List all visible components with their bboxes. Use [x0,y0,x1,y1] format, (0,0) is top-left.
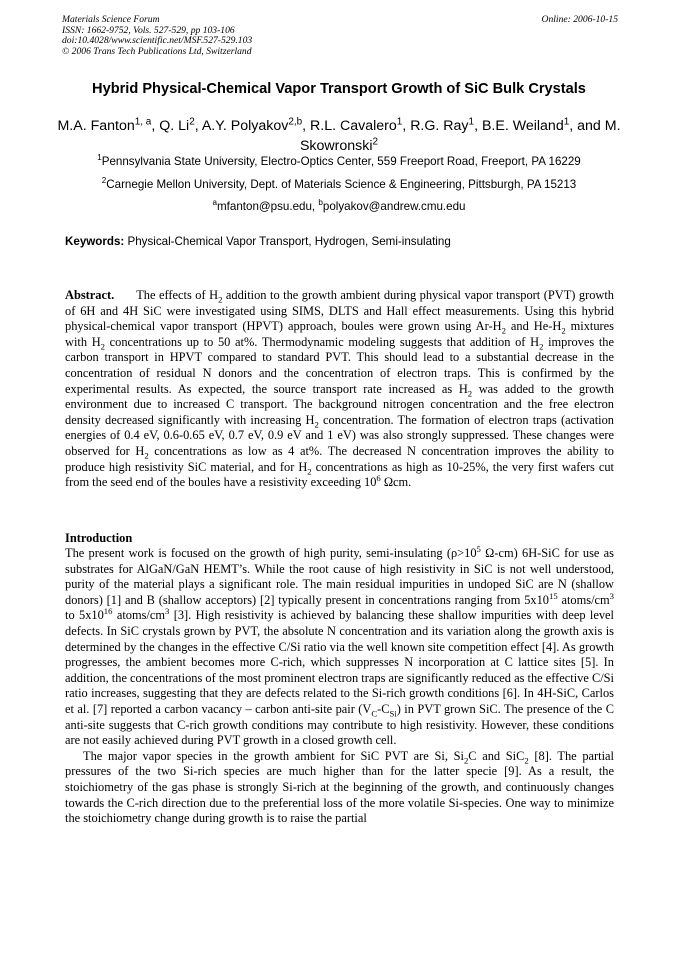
keywords [65,235,615,248]
paper-title: Hybrid Physical-Chemical Vapor Transport Growth of SiC Bulk Crystals [92,81,586,97]
introduction-body [65,543,614,827]
abstract-text: and He-H [505,319,562,334]
superscript: 3 [609,590,614,601]
author-name: M. Skowronski [299,118,621,154]
journal-info [62,15,618,57]
abstract-text: mixtures with H [65,319,614,349]
author-affiliation-mark: 2 [372,136,379,148]
author-affiliation-mark: 2,b [288,116,303,128]
author-list [50,116,628,156]
author-name: Q. Li [159,118,190,134]
paragraph-text: to 5x10 [65,608,104,623]
journal-issn: ISSN: 1662-9752, Vols. 527-529, pp 103-106 [62,24,235,36]
paragraph-text: ) in PVT grown SiC. The presence of the C anti-site suggests that C-rich growth conditions may contribute to high resistivity. However, these conditions are not easily achieved during PVT growth in a closed growth cell. [65,701,614,748]
journal-name: Materials Science Forum [62,14,160,25]
abstract-text: addition to the growth ambient during physical vapor transport (PVT) growth of 6H and 4H SiC were investigated using SIMS, DLTS and Hall effect measurements. Using this hybrid physical-chemical vapor transport (HPVT) approach, boules were grown using Ar-H [65,288,614,334]
subscript: Si [389,708,397,719]
author-separator: , [474,118,482,134]
author-emails [30,200,648,213]
paragraph-text: atoms/cm [557,592,610,607]
journal-doi: doi:10.4028/www.scientific.net/MSF.527-529.103 [62,35,253,47]
subscript: 2 [144,450,149,461]
author-separator: , and [569,118,605,134]
subscript: 2 [501,325,506,336]
subscript: 2 [307,466,312,476]
author-affiliation-mark: 1 [468,116,475,128]
author-separator: , [402,118,411,134]
subscript: 2 [467,388,473,399]
subscript: 2 [218,294,223,305]
paragraph-text: [3]. High resistivity is achieved by balancing these shallow impurities with deep level defects. In SiC crystals grown by PVT, the absolute N concentration and its variation along the growth axis is determined by the changes in the effective C/Si ratio via the well known site competition effect [4]. As growth progresses, the ambient becomes more C-rich, which suppresses N incorporation at C lattice sites [5]. In addition, the concentrations of the most prominent electron traps are significantly reduced as the effective C/Si ratio increases, suggesting that they are defects related to the Si-rich growth conditions [6]. In 4H-SiC, Carlos et al. [7] reported a carbon vacancy – carbon anti-site pair (V [65,608,614,716]
affiliation-mark: 2 [101,176,107,186]
abstract [65,288,614,491]
paragraph-text: -C [377,701,390,716]
email-address: mfanton@psu.edu, [217,200,319,213]
subscript: C [371,708,378,719]
superscript: 3 [165,606,170,617]
superscript: 15 [549,590,558,601]
superscript: 6 [376,473,381,483]
paragraph-text: The major vapor species in the growth ambient for SiC PVT are Si, Si [83,748,464,763]
affiliation-text: Pennsylvania State University, Electro-Optics Center, 559 Freeport Road, Freeport, PA 16229 [101,155,581,168]
affiliation-1 [30,155,648,168]
paragraph-text: The present work is focused on the growth of high purity, semi-insulating (ρ>10 [65,546,477,560]
paragraph-text: C and SiC [468,748,525,763]
abstract-text: was added to the growth environment due to increased C transport. The background nitrogen concentration and the free electron density decreased significantly with increasing H [65,381,614,427]
email-address: polyakov@andrew.cmu.edu [322,200,466,213]
author-affiliation-mark: 1, a [134,116,152,128]
superscript: 16 [103,606,113,617]
abstract-text: concentrations as high as 10-25%, the very first wafers cut from the seed end of the boules have a resistivity exceeding 10 [65,459,614,490]
paragraph [65,749,614,827]
abstract-text: concentrations as low as 4 at%. The decreased N concentration improves the ability to produce high resistivity SiC material, and for H [65,443,614,474]
superscript: 5 [476,543,481,554]
author-name: A.Y. Polyakov [201,118,289,134]
abstract-text: The effects of H [136,288,219,302]
abstract-label: Abstract. [65,288,115,302]
author-name: R.L. Cavalero [310,118,397,134]
subscript: 2 [463,755,469,766]
abstract-text: improves the carbon transport in HPVT compared to standard PVT. This should lead to a substantial decrease in the concentration of residual N donors and the concentration of electron traps. This is confirmed by the experimental results. As expected, the source transport rate increased as H [65,334,614,396]
author-name: R.G. Ray [410,118,469,134]
section-heading: Introduction [65,531,133,545]
journal-header [62,15,618,57]
author-affiliation-mark: 1 [563,116,570,128]
author-separator: , [194,118,202,134]
subscript: 2 [100,341,105,352]
author-affiliation-mark: 1 [396,116,403,128]
online-date: Online: 2006-10-15 [541,14,618,25]
paragraph-text: Ω-cm) 6H-SiC for use as substrates for AlGaN/GaN HEMT’s. While the root cause of high resistivity in SiC is not well understood, purity of the material plays a significant role. The main residual impurities in undoped SiC are N (shallow donors) [1] and B (shallow acceptors) [2] typically present in concentrations ranging from 5x10 [65,546,614,607]
author-affiliation-mark: 2 [189,116,195,128]
subscript: 2 [314,419,319,430]
abstract-text: concentrations up to 50 at%. Thermodynamic modeling suggests that addition of H [104,334,540,349]
author-separator: , [302,118,311,134]
paragraph-text: atoms/cm [112,608,166,623]
subscript: 2 [539,341,544,352]
keywords-text: Physical-Chemical Vapor Transport, Hydrogen, Semi-insulating [124,235,451,248]
affiliation-text: Carnegie Mellon University, Dept. of Materials Science & Engineering, Pittsburgh, PA 15213 [106,178,577,191]
email-mark: b [318,198,323,208]
author-name: B.E. Weiland [481,118,564,134]
journal-copyright: © 2006 Trans Tech Publications Ltd, Switzerland [62,45,252,57]
paragraph-text: [8]. The partial pressures of the two Si-rich species are much higher than for the latter specie [9]. As a result, the stoichiometry of the gas phase is strongly Si-rich at the beginning of the growth, and continuously changes towards the C-rich direction due to the preferential loss of the more volatile Si-species. One way to minimize the stoichiometry change during growth is to raise the partial [65,748,614,826]
subscript: 2 [561,325,566,336]
affiliation-mark: 1 [97,153,102,163]
paragraph [65,543,614,749]
author-name: M.A. Fanton [57,118,135,134]
abstract-text: Ωcm. [380,475,412,490]
affiliation-2 [30,178,648,191]
subscript: 2 [524,755,529,766]
keywords-label: Keywords: [65,235,125,248]
email-mark: a [212,198,217,208]
author-separator: , [151,118,160,134]
abstract-text: concentration. The formation of electron traps (activation energies of 0.4 eV, 0.6-0.65 eV, 0.7 eV, 0.9 eV and 1 eV) was also strongly suppressed. These changes were observed for H [65,412,614,458]
